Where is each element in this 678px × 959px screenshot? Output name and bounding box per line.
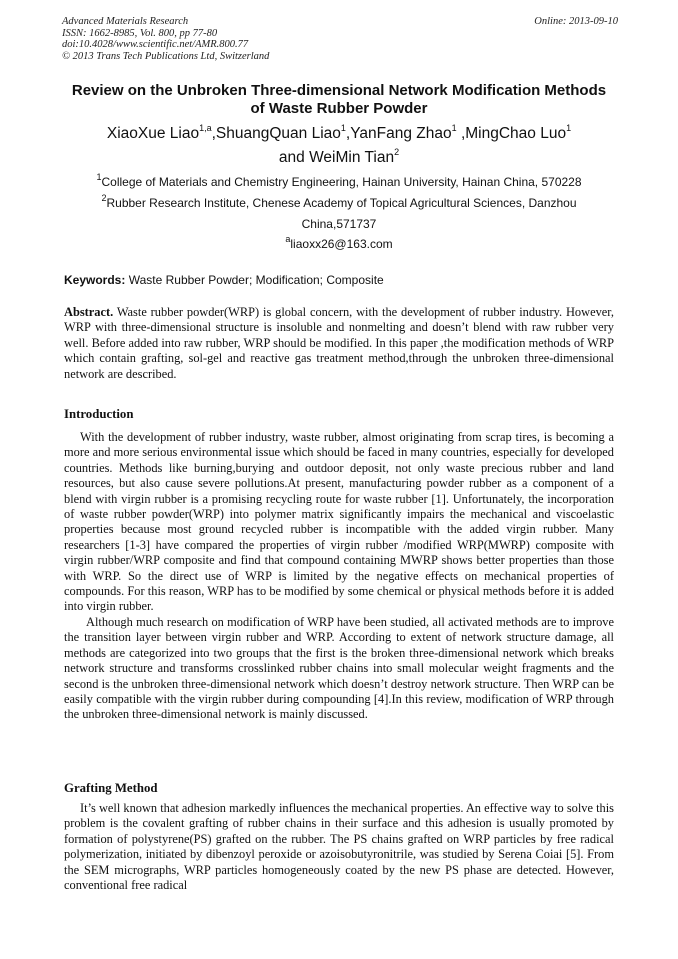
section-body-grafting [64, 801, 614, 893]
section-body-introduction [64, 430, 614, 723]
affiliation-sup: 1 [96, 172, 102, 182]
author-email [64, 234, 614, 255]
affiliation-text: Rubber Research Institute, Chenese Academy of Topical Agricultural Sciences, Danzhou China,571737 [106, 196, 577, 231]
abstract-text: Waste rubber powder(WRP) is global concern, with the development of rubber industry. However, WRP with three-dimensional structure is insoluble and nonmelting and doesn’t blend with raw rubber very well. Before added into raw rubber, WRP should be modified. In this paper ,the modification methods of WRP which contain grafting, sol-gel and reactive gas treatment method,through the unbroken three-dimensional network are described. [64, 305, 614, 381]
paragraph: It’s well known that adhesion markedly influences the mechanical properties. An effective way to solve this problem is the covalent grafting of rubber chains in their surface and this adhesion is usually promoted by formation of polystyrene(PS) grafted on the rubber. The PS chains grafted on WRP particles by free radical polymerization, initiated by dibenzoyl peroxide or azoisobutyronitrile, was studied by Serena Coiai [5]. From the SEM micrographs, WRP particles homogeneously coated by the new PS phase are detected. However, conventional free radical [64, 801, 614, 893]
paragraph: Although much research on modification of WRP have been studied, all activated methods are to improve the transition layer between virgin rubber and WRP. According to extent of network structure damage, all methods are categorized into two groups that the first is the broken three-dimensional network which breaks network structure and transforms crosslinked rubber chains into small molecular weight fragments and the second is the unbroken three-dimensional network which doesn’t destroy network structure. Then WRP can be easily compatible with the virgin rubber during compounding [4].In this review, modification of WRP through the unbroken three-dimensional network is mainly discussed. [64, 614, 614, 722]
author-sup: 2 [394, 146, 400, 157]
author-name: XiaoXue Liao [106, 125, 200, 142]
keywords-label: Keywords: [64, 273, 126, 287]
author-sup: 1 [451, 122, 457, 133]
paper-title: Review on the Unbroken Three-dimensional Network Modification Methods of Waste Rubber Powder [71, 82, 607, 117]
section-heading-grafting: Grafting Method [64, 781, 158, 795]
affiliation-text: College of Materials and Chemistry Engineering, Hainan University, Hainan China, 570228 [101, 175, 582, 189]
online-date: Online: 2013-09-10 [534, 16, 618, 27]
paragraph: With the development of rubber industry, waste rubber, almost originating from scrap tires, is becoming a more and more serious environmental issue which should be faced in many countries, especially for developed countries. Methods like burning,burying and outdoor deposit, not only waste precious rubber and land resources, but also cause severe pollutions.At present, manufacturing powder rubber as a component of a blend with virgin rubber is a promising recycling route for waste rubber [1]. Unfortunately, the incorporation of waste rubber powder(WRP) into polymer matrix significantly impairs the mechanical and viscoelastic properties because most ground recycled rubber is incompatible with the added virgin rubber. Many researchers [1-3] have compared the properties of virgin rubber /modified WRP(MWRP) composite with virgin rubber/WRP composite and find that compound containing MWRP shows better properties than those with WRP. So the direct use of WRP is limited by the negative effects on mechanical properties of compounds. For this reason, WRP has to be modified by some chemical or physical methods before it is added into virgin rubber. [64, 430, 614, 614]
keywords-text: Waste Rubber Powder; Modification; Composite [128, 273, 384, 287]
affiliation-2 [64, 193, 614, 235]
journal-header [62, 16, 618, 62]
keywords [64, 271, 614, 289]
email-sup: a [285, 234, 291, 244]
author-name: and WeiMin Tian [278, 149, 395, 166]
author-sup: 1,a [199, 122, 212, 133]
copyright-line: © 2013 Trans Tech Publications Ltd, Switzerland [62, 50, 270, 62]
author-sup: 1 [566, 122, 572, 133]
journal-name: Advanced Materials Research [62, 16, 189, 27]
email-text: liaoxx26@163.com [290, 237, 393, 251]
affiliation-sup: 2 [101, 193, 107, 203]
author-name: MingChao Luo [465, 125, 567, 142]
author-list: XiaoXue Liao$^{1,a}$,ShuangQuan Liao$^1$,YanFang Zhao$^1$ ,MingChao Luo$^1$ and WeiMin Tian$^2$ [106, 122, 572, 166]
affiliation-1 [64, 172, 614, 193]
author-name: YanFang Zhao [350, 125, 452, 142]
abstract [64, 305, 614, 382]
doi-line: doi:10.4028/www.scientific.net/AMR.800.77 [62, 39, 249, 50]
author-name: ShuangQuan Liao [215, 125, 341, 142]
abstract-label: Abstract. [64, 305, 114, 319]
issn-line: ISSN: 1662-8985, Vol. 800, pp 77-80 [62, 27, 218, 39]
author-sup: 1 [340, 122, 346, 133]
section-heading-introduction: Introduction [64, 407, 134, 421]
